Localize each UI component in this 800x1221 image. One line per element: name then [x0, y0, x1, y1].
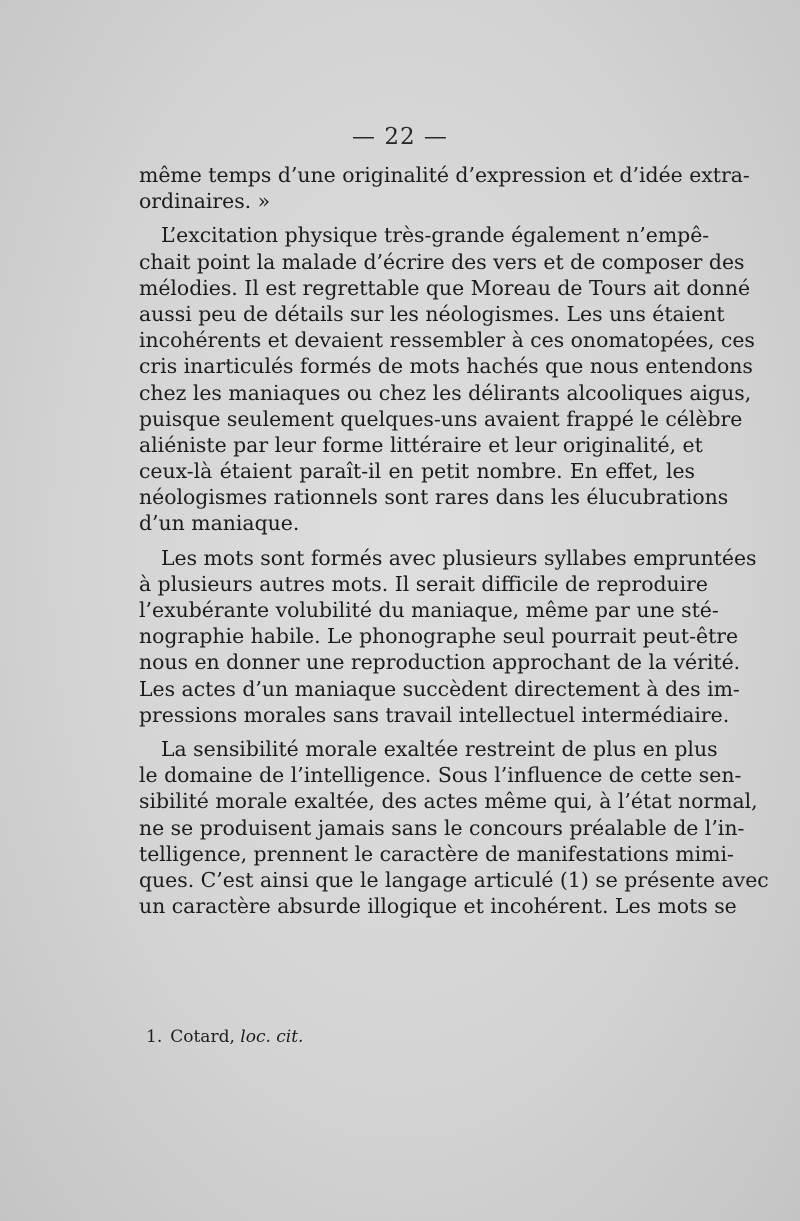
- paragraph: [139, 162, 750, 214]
- text-line: telligence, prennent le caractère de manifestations mimi-: [139, 841, 734, 866]
- footnote: [146, 1027, 303, 1047]
- text-line: ques. C’est ainsi que le langage articulé (1) se présente avec: [139, 867, 769, 892]
- text-line: chait point la malade d’écrire des vers et de composer des: [139, 249, 745, 274]
- text-line: pressions morales sans travail intellectuel intermédiaire.: [139, 702, 730, 727]
- text-line: incohérents et devaient ressembler à ces onomatopées, ces: [139, 328, 755, 353]
- text-line: ordinaires. »: [139, 189, 271, 214]
- footnote-reference: loc. cit.: [240, 1027, 304, 1047]
- text-line: aliéniste par leur forme littéraire et leur originalité, et: [139, 432, 703, 457]
- footnote-number: 1.: [146, 1027, 163, 1047]
- text-line: ne se produisent jamais sans le concours préalable de l’in-: [139, 815, 745, 840]
- text-line: La sensibilité morale exaltée restreint de plus en plus: [161, 736, 718, 761]
- text-line: nographie habile. Le phonographe seul pourrait peut-être: [139, 624, 739, 649]
- text-line: d’un maniaque.: [139, 511, 300, 536]
- text-line: puisque seulement quelques-uns avaient frappé le célèbre: [139, 406, 743, 431]
- footnote-author: Cotard,: [170, 1027, 235, 1047]
- text-line: sibilité morale exaltée, des actes même qui, à l’état normal,: [139, 789, 758, 814]
- text-line: aussi peu de détails sur les néologismes. Les uns étaient: [139, 301, 725, 326]
- text-line: à plusieurs autres mots. Il serait difficile de reproduire: [139, 571, 708, 596]
- text-line: le domaine de l’intelligence. Sous l’influence de cette sen-: [139, 763, 742, 788]
- paragraph: [139, 545, 757, 728]
- text-line: cris inarticulés formés de mots hachés que nous entendons: [139, 354, 753, 379]
- text-line: même temps d’une originalité d’expression et d’idée extra-: [139, 163, 750, 187]
- text-line: néologismes rationnels sont rares dans les élucubrations: [139, 485, 729, 510]
- text-line: l’exubérante volubilité du maniaque, même par une sté-: [139, 598, 719, 622]
- text-line: Les actes d’un maniaque succèdent directement à des im-: [139, 676, 740, 701]
- text-line: ceux-là étaient paraît-il en petit nombre. En effet, les: [139, 459, 695, 484]
- text-line: chez les maniaques ou chez les délirants alcooliques aigus,: [139, 380, 752, 405]
- text-line: L’excitation physique très-grande également n’empê-: [161, 223, 710, 248]
- text-line: mélodies. Il est regrettable que Moreau de Tours ait donné: [139, 275, 751, 300]
- page-number: — 22 —: [352, 124, 448, 150]
- paragraph: [139, 222, 755, 536]
- body-text: [139, 162, 769, 919]
- text-line: Les mots sont formés avec plusieurs syllabes empruntées: [161, 545, 757, 570]
- text-line: nous en donner une reproduction approchant de la vérité.: [139, 650, 741, 675]
- paragraph: [139, 736, 769, 919]
- text-line: un caractère absurde illogique et incohérent. Les mots se: [139, 894, 737, 919]
